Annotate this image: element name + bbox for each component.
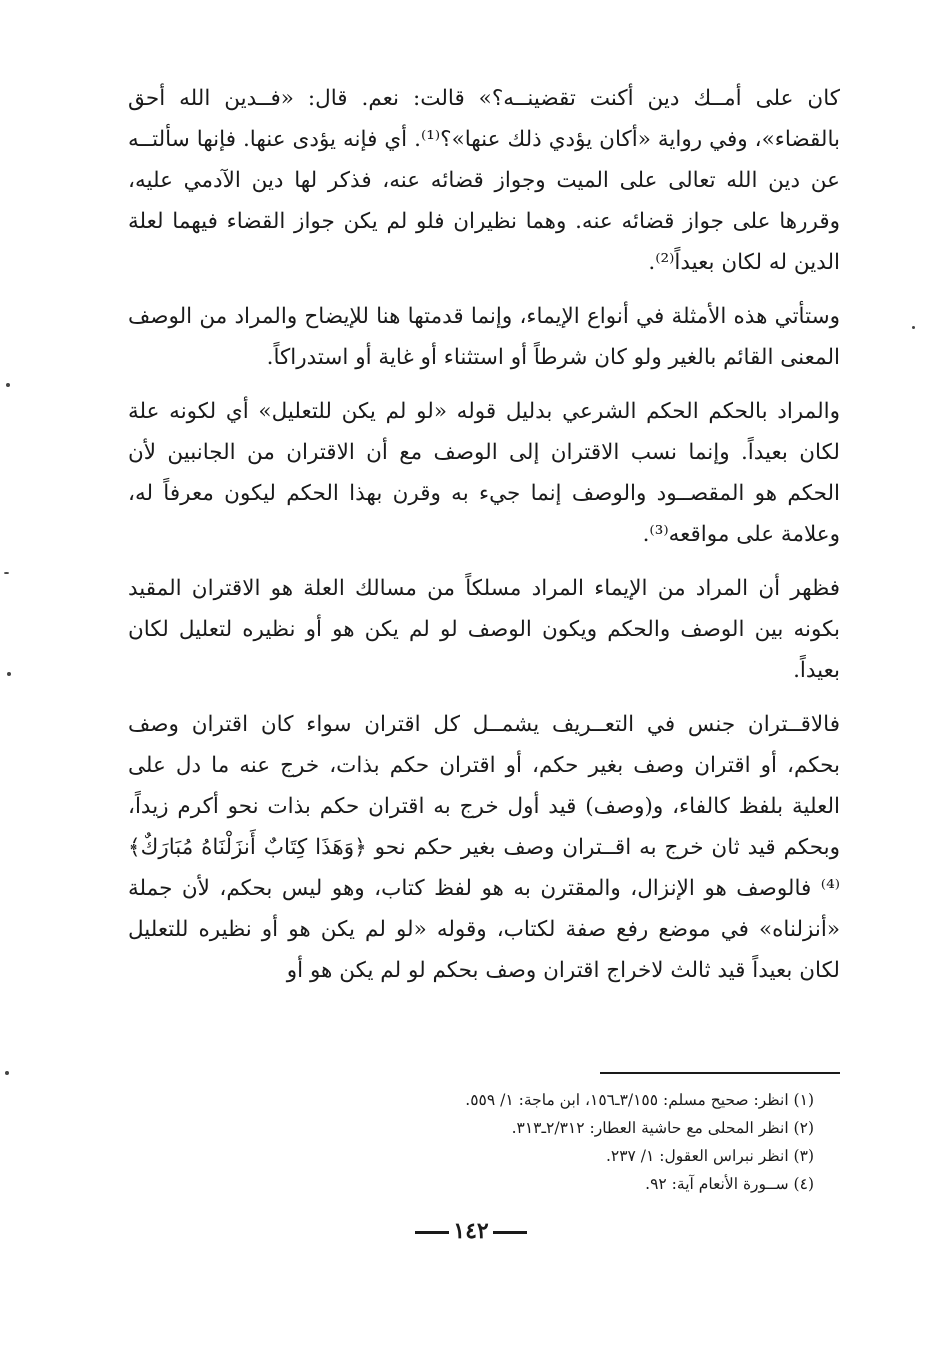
scan-speck — [5, 1071, 9, 1075]
scan-speck — [7, 672, 11, 676]
scan-speck — [6, 383, 10, 387]
paragraph-5: فالاقــتران جنس في التعــريف يشمــل كل اقتران سواء كان اقتران وصف بحكم، أو اقتران وصف بغير حكم، أو اقتران حكم بذات، خرج عنه ما دل على العلية بلفظ كالفاء، و(وصف) قيد أول خرج به اقتران حكم بذات نحو أكرم زيداً، وبحكم قيد ثان خرج به اقــتران وصف بغير حكم نحو ﴿وَهَذَا كِتَابٌ أَنزَلْنَاهُ مُبَارَكٌ﴾⁽⁴⁾ فالوصف هو الإنزال، والمقترن به هو لفظ كتاب، وهو ليس بحكم، لأن جملة «أنزلناه» في موضع رفع صفة لكتاب، وقوله «لو لم يكن هو أو نظيره للتعليل لكان بعيداً قيد ثالث لاخراج اقتران وصف بحكم لو لم يكن هو أو — [128, 712, 840, 983]
footnote-1: (١) انظر: صحيح مسلم: ٣/١٥٥ـ١٥٦، ابن ماجة: ١/ ٥٥٩. — [465, 1091, 814, 1109]
page-number-value: ١٤٢ — [453, 1218, 489, 1244]
page-number — [0, 1218, 942, 1244]
paragraph-2: وستأتي هذه الأمثلة في أنواع الإيماء، وإنما قدمتها هنا للإيضاح والمراد من الوصف المعنى القائم بالغير ولو كان شرطاً أو استثناء أو غاية أو استدراكاً. — [128, 304, 840, 370]
scan-speck — [4, 572, 9, 574]
paragraph-1: كان على أمــك دين أكنت تقضينــه؟» قالت: نعم. قال: «فــدين الله أحق بالقضاء»، وفي رواية «أكان يؤدي ذلك عنها»؟⁽¹⁾. أي فإنه يؤدى عنها. فإنها سألتــه عن دين الله تعالى على الميت وجواز قضائه عنه، فذكر لها دين الآدمي عليه، وقررها على جواز قضائه عنه. وهما نظيران فلو لم يكن جواز القضاء فيهما لعلة الدين له لكان بعيداً⁽²⁾. — [128, 86, 841, 275]
scan-speck — [912, 326, 915, 329]
footnote-2: (٢) انظر المحلى مع حاشية العطار: ٢/٣١٢ـ٣١٣. — [511, 1119, 814, 1137]
footnote-divider — [600, 1072, 840, 1074]
footnotes — [294, 1086, 814, 1198]
paragraph-4: فظهر أن المراد من الإيماء المراد مسلكاً من مسالك العلة هو الاقتران المقيد بكونه بين الوصف والحكم ويكون الوصف لو لم يكن هو أو نظيره لتعليل لكان بعيداً. — [128, 576, 840, 683]
footnote-4: (٤) ســورة الأنعام آية: ٩٢. — [645, 1175, 814, 1193]
paragraph-3: والمراد بالحكم الحكم الشرعي بدليل قوله «لو لم يكن للتعليل» أي لكونه علة لكان بعيداً. وإنما نسب الاقتران إلى الوصف مع أن الاقتران من الجانبين لأن الحكم هو المقصــود والوصف إنما جيء به وقرن بهذا الحكم ليكون معرفاً له، وعلامة على مواقعه⁽³⁾. — [128, 399, 840, 547]
main-text — [128, 78, 840, 991]
page-number-dash-right — [415, 1231, 449, 1234]
page-number-dash-left — [493, 1231, 527, 1234]
footnote-3: (٣) انظر نبراس العقول: ١/ ٢٣٧. — [605, 1147, 814, 1165]
